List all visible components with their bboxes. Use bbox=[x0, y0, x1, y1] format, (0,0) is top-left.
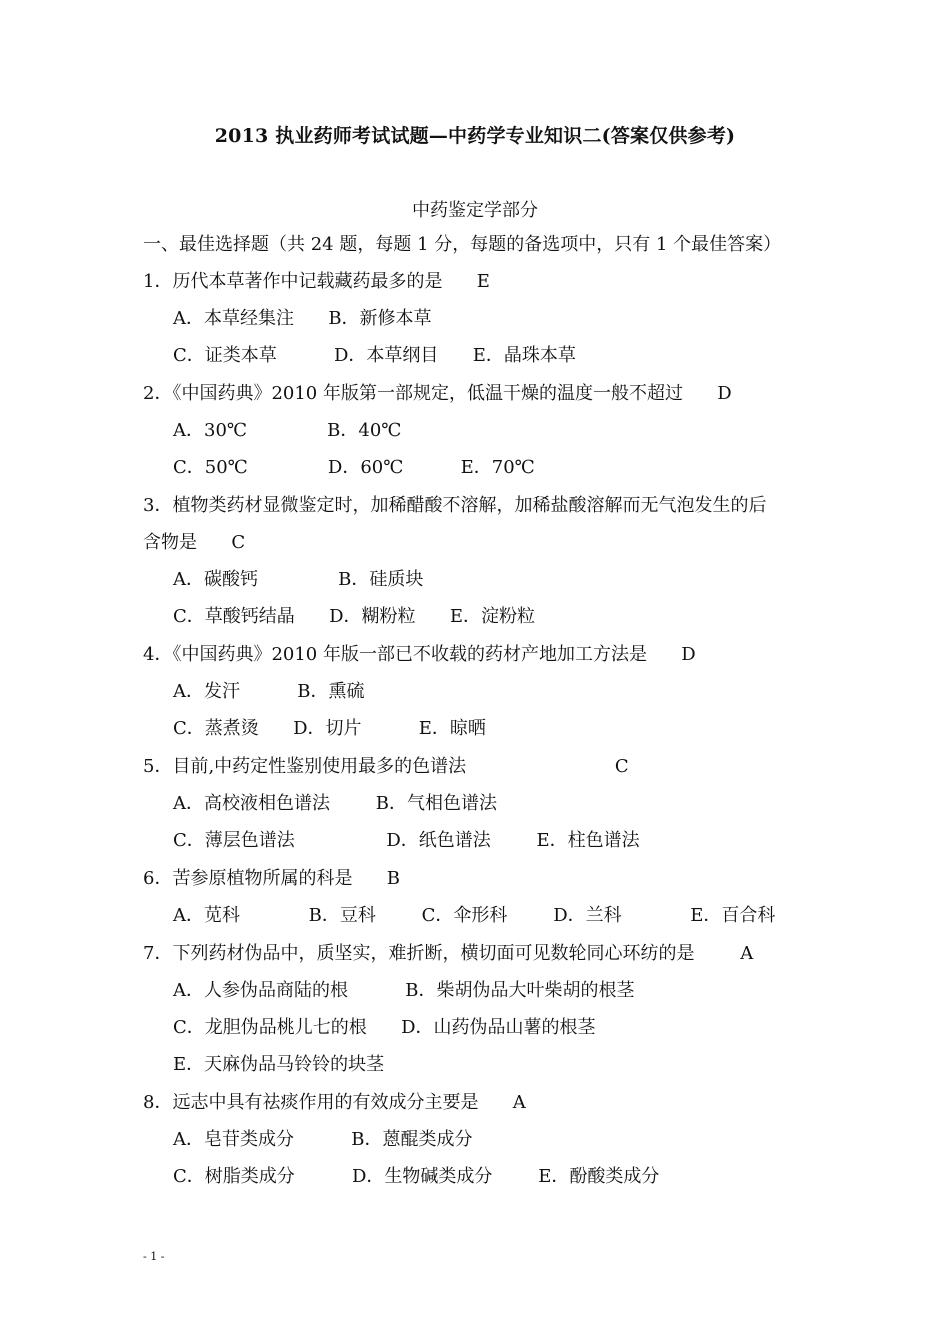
q7-options-row-2: C．龙胆伪品桃儿七的根 D．山药伪品山薯的根茎 bbox=[173, 1017, 596, 1038]
q3-options-row-2: C．草酸钙结晶 D．糊粉粒 E．淀粉粒 bbox=[173, 606, 536, 627]
q5-options-row-1: A．高校液相色谱法 B．气相色谱法 bbox=[173, 793, 497, 814]
page-number: - 1 - bbox=[143, 1250, 165, 1263]
question-2: 2．《中国药典》2010 年版第一部规定，低温干燥的温度一般不超过 D bbox=[143, 383, 732, 404]
q7-options-row-3: E．天麻伪品马铃铃的块茎 bbox=[173, 1054, 385, 1075]
q4-options-row-2: C．蒸煮烫 D．切片 E．晾晒 bbox=[173, 718, 486, 739]
question-8: 8．远志中具有祛痰作用的有效成分主要是 A bbox=[143, 1092, 526, 1113]
q4-options-row-1: A．发汗 B．熏硫 bbox=[173, 681, 365, 702]
q5-options-row-2: C．薄层色谱法 D．纸色谱法 E．柱色谱法 bbox=[173, 830, 640, 851]
question-4: 4．《中国药典》2010 年版一部已不收载的药材产地加工方法是 D bbox=[143, 644, 696, 665]
question-5: 5．目前,中药定性鉴别使用最多的色谱法 C bbox=[143, 756, 629, 777]
q6-options: A．苋科 B．豆科 C．伞形科 D．兰科 E．百合科 bbox=[173, 905, 776, 926]
q3-options-row-1: A．碳酸钙 B．硅质块 bbox=[173, 569, 424, 590]
q2-options-row-1: A．30℃ B．40℃ bbox=[173, 420, 402, 441]
part-heading: 一、最佳选择题（共 24 题，每题 1 分，每题的备选项中，只有 1 个最佳答案） bbox=[143, 234, 782, 255]
q8-options-row-2: C．树脂类成分 D．生物碱类成分 E．酚酸类成分 bbox=[173, 1166, 660, 1187]
document-title: 2013 执业药师考试试题—中药学专业知识二(答案仅供参考) bbox=[214, 125, 736, 147]
q8-options-row-1: A．皂苷类成分 B．蒽醌类成分 bbox=[173, 1129, 473, 1150]
question-1: 1．历代本草著作中记载藏药最多的是 E bbox=[143, 271, 490, 292]
q7-options-row-1: A．人参伪品商陆的根 B．柴胡伪品大叶柴胡的根茎 bbox=[173, 980, 635, 1001]
q1-options-row-2: C．证类本草 D．本草纲目 E．晶珠本草 bbox=[173, 345, 576, 366]
q2-options-row-2: C．50℃ D．60℃ E．70℃ bbox=[173, 457, 535, 478]
q1-options-row-1: A．本草经集注 B．新修本草 bbox=[173, 308, 432, 329]
question-7: 7．下列药材伪品中，质坚实，难折断，横切面可见数轮同心环纺的是 A bbox=[143, 943, 754, 964]
section-title: 中药鉴定学部分 bbox=[412, 200, 538, 221]
question-6: 6．苦参原植物所属的科是 B bbox=[143, 868, 401, 889]
question-3-continued: 含物是 C bbox=[143, 532, 246, 553]
question-3: 3．植物类药材显微鉴定时，加稀醋酸不溶解，加稀盐酸溶解而无气泡发生的后 bbox=[143, 495, 767, 516]
